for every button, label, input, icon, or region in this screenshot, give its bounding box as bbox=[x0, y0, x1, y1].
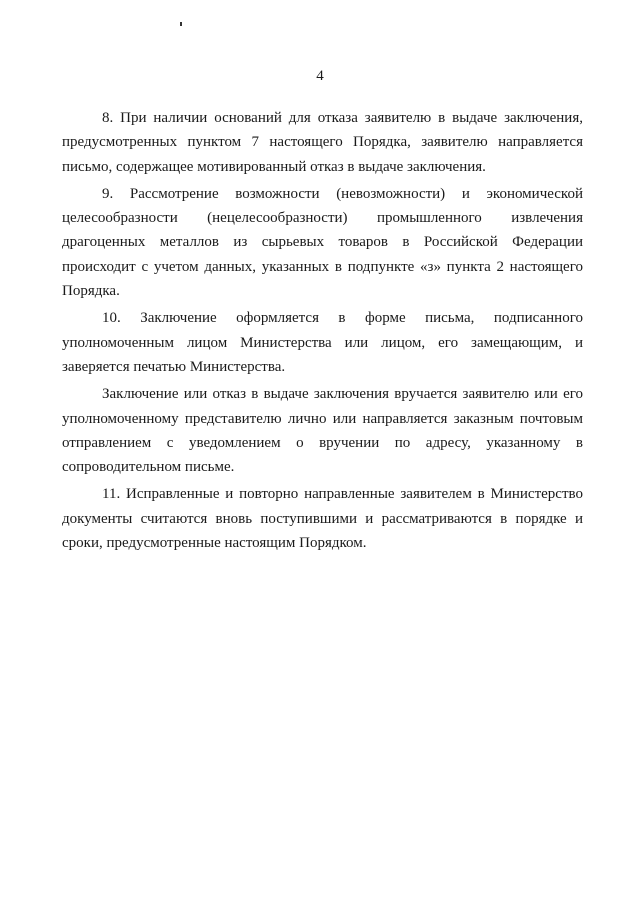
scan-artifact-mark bbox=[180, 22, 182, 26]
paragraph-item-8: 8. При наличии оснований для отказа заявителю в выдаче заключения, предусмотренных пунктом 7 настоящего Порядка, заявителю направляется письмо, содержащее мотивированный отказ в выдаче заключения. bbox=[62, 110, 583, 175]
paragraph-item-10: 10. Заключение оформляется в форме письма, подписанного уполномоченным лицом Министерства или лицом, его замещающим, и заверяется печатью Министерства. bbox=[62, 310, 583, 375]
paragraph-delivery: Заключение или отказ в выдаче заключения вручается заявителю или его уполномоченному представителю лично или направляется заказным почтовым отправлением с уведомлением о вручении по адресу, указанному в сопроводительном письме. bbox=[62, 386, 583, 476]
paragraph-item-9: 9. Рассмотрение возможности (невозможности) и экономической целесообразности (нецелесообразности) промышленного извлечения драгоценных металлов из сырьевых товаров в Российской Федерации происходит с учетом данных, указанных в подпункте «з» пункта 2 настоящего Порядка. bbox=[62, 185, 583, 300]
page-number: 4 bbox=[316, 68, 324, 84]
paragraph-item-11: 11. Исправленные и повторно направленные заявителем в Министерство документы считаются вновь поступившими и рассматриваются в порядке и сроки, предусмотренные настоящим Порядком. bbox=[62, 486, 583, 552]
document-body bbox=[62, 106, 583, 558]
